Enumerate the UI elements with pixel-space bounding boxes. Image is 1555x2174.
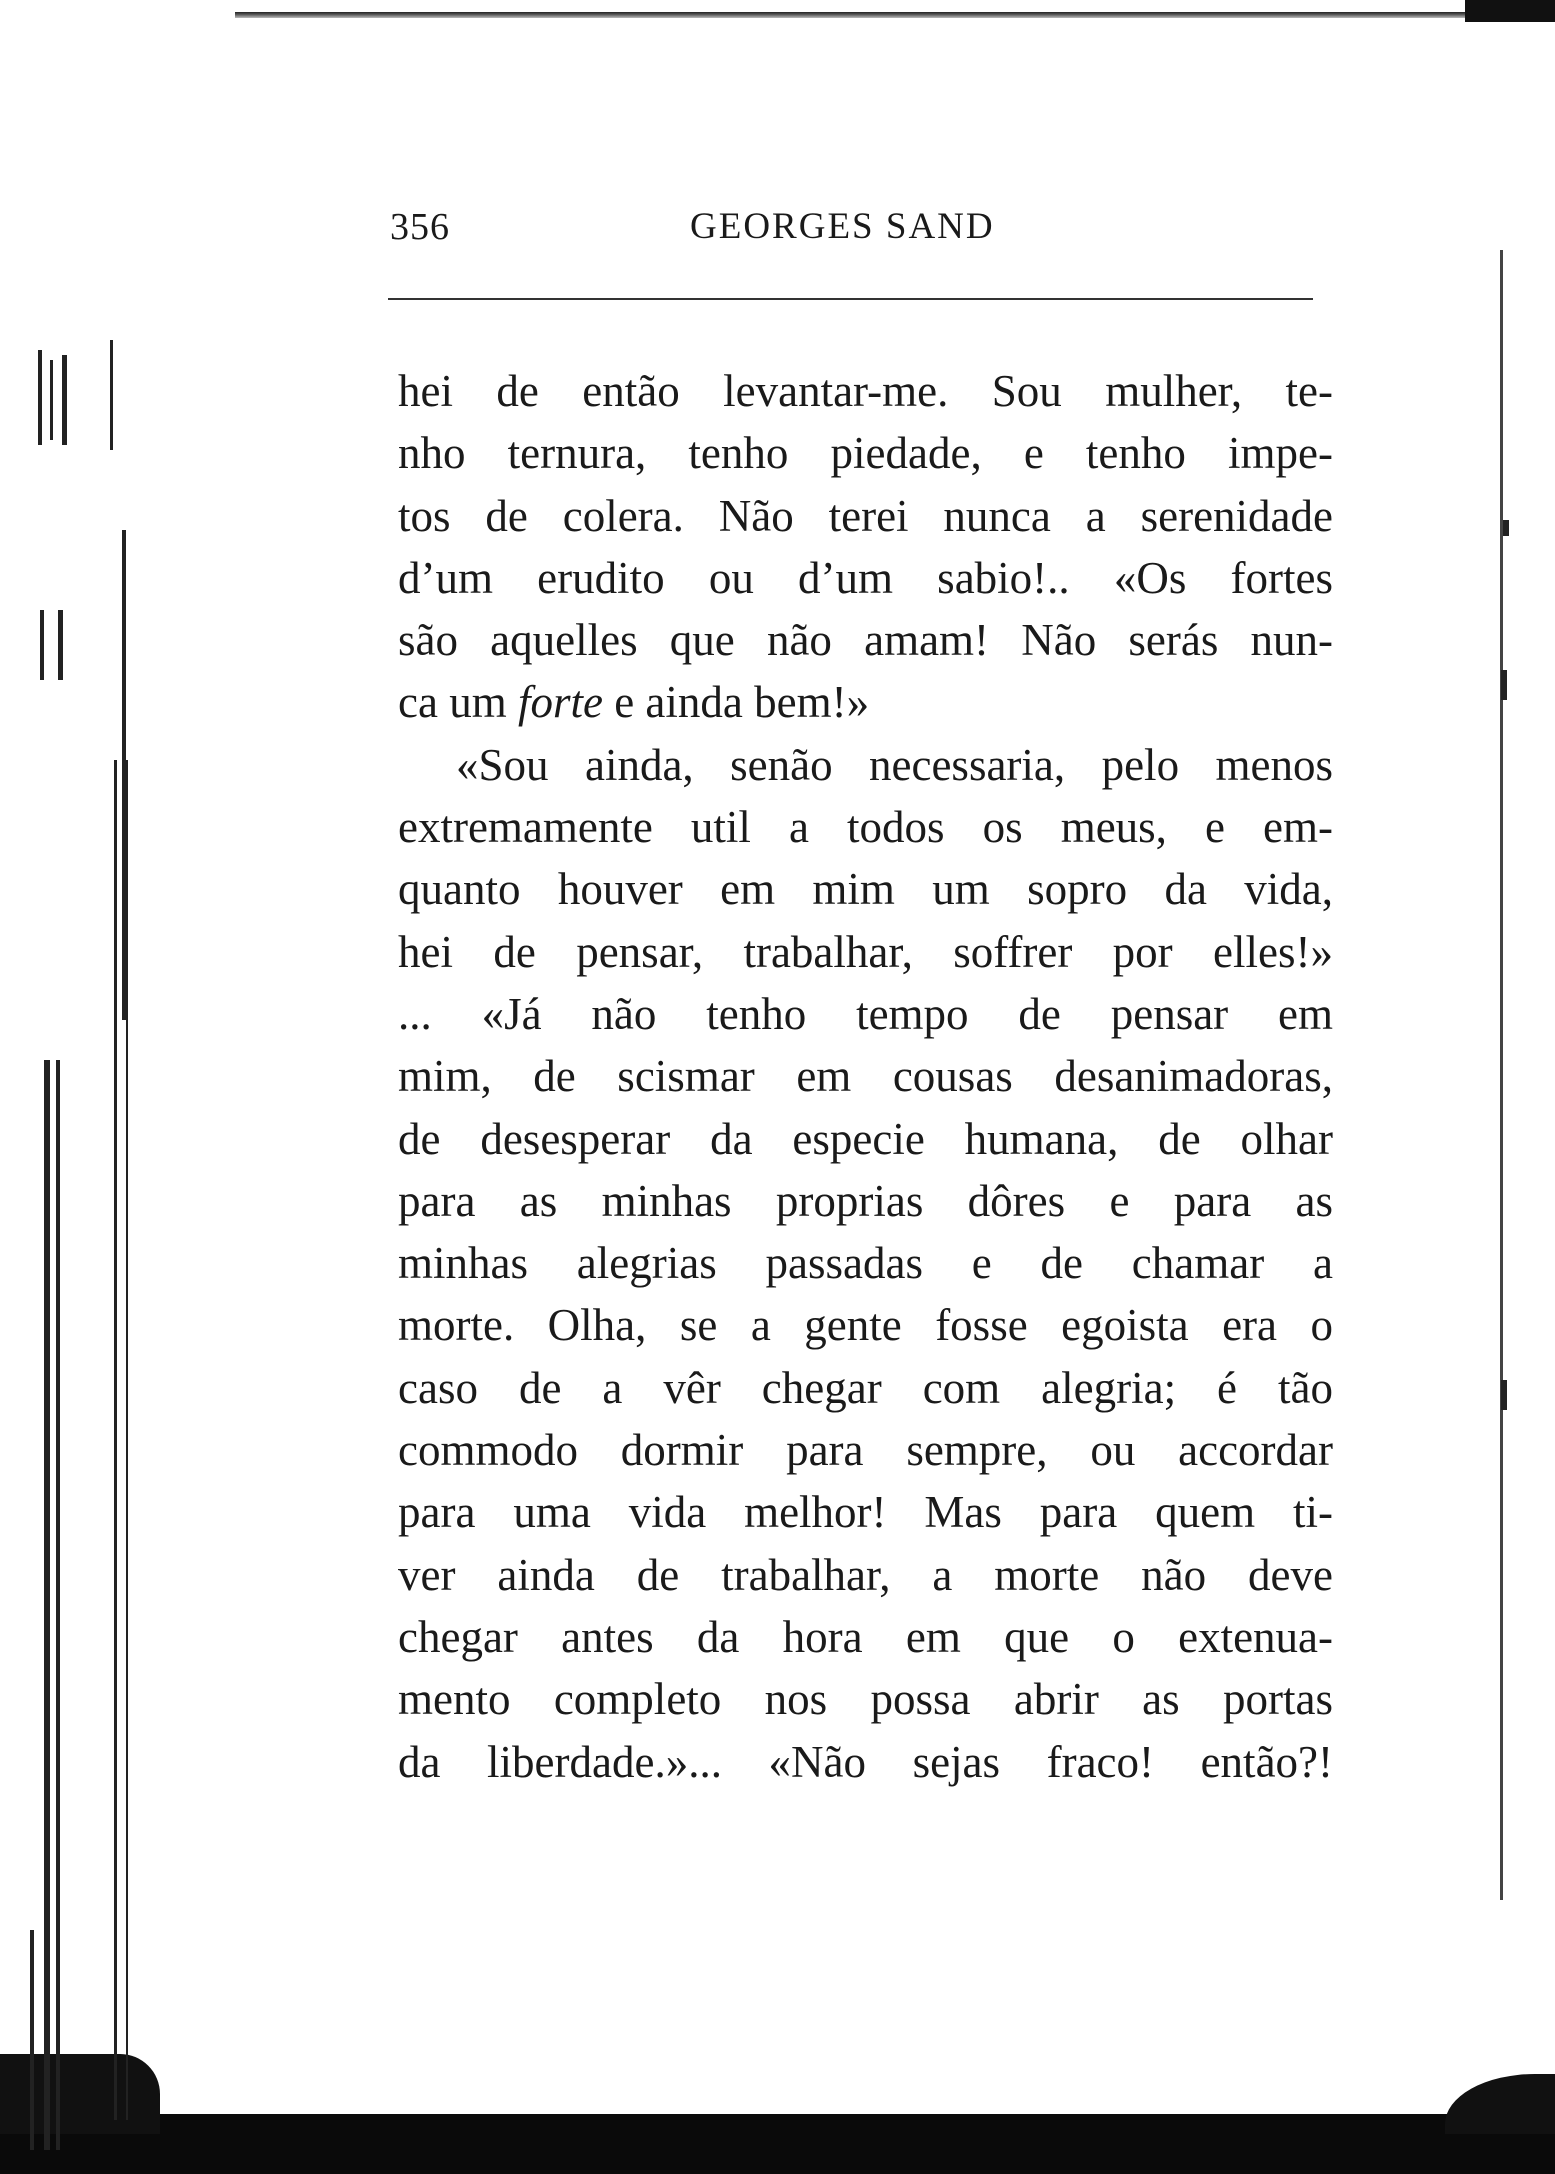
header-rule [388, 298, 1313, 300]
scan-left-page-edges [0, 340, 170, 2120]
text-line: para uma vida melhor! Mas para quem ti- [398, 1487, 1333, 1538]
text-line: da liberdade.»... «Não sejas fraco! então?! [398, 1736, 1333, 1787]
running-head: GEORGES SAND [690, 206, 995, 247]
text-line [398, 671, 1333, 733]
text-line: tos de colera. Não terei nunca a serenidade [398, 490, 1333, 541]
text-line: caso de a vêr chegar com alegria; é tão [398, 1362, 1333, 1413]
scan-right-mark [1501, 1380, 1507, 1410]
italic-word: forte [517, 677, 603, 728]
body-text [398, 360, 1333, 1793]
text-line: d’um erudito ou d’um sabio!.. «Os fortes [398, 552, 1333, 603]
scan-top-edge [235, 12, 1555, 18]
text-segment: ca um [398, 677, 507, 728]
text-line: são aquelles que não amam! Não serás nun- [398, 615, 1333, 666]
text-line: chegar antes da hora em que o extenua- [398, 1611, 1333, 1662]
text-line: ver ainda de trabalhar, a morte não deve [398, 1549, 1333, 1600]
page-number: 356 [390, 206, 450, 248]
scan-bottom-edge [0, 2114, 1555, 2174]
scan-top-corner [1465, 0, 1555, 22]
text-segment: e ainda bem!» [614, 677, 870, 728]
text-line: hei de pensar, trabalhar, soffrer por elles!» [398, 926, 1333, 977]
scan-right-page-edge [1500, 250, 1503, 1900]
text-line: ... «Já não tenho tempo de pensar em [398, 988, 1333, 1039]
scan-bottom-right-curl [1445, 2074, 1555, 2134]
scan-right-mark [1501, 670, 1507, 700]
text-line: mim, de scismar em cousas desanimadoras, [398, 1051, 1333, 1102]
text-line: de desesperar da especie humana, de olhar [398, 1113, 1333, 1164]
text-line: mento completo nos possa abrir as portas [398, 1674, 1333, 1725]
text-line: quanto houver em mim um sopro da vida, [398, 864, 1333, 915]
text-line: nho ternura, tenho piedade, e tenho impe- [398, 428, 1333, 479]
text-line: minhas alegrias passadas e de chamar a [398, 1238, 1333, 1289]
text-line: morte. Olha, se a gente fosse egoista era o [398, 1300, 1333, 1351]
scan-right-mark [1503, 520, 1509, 536]
text-line: para as minhas proprias dôres e para as [398, 1175, 1333, 1226]
text-line: extremamente util a todos os meus, e em- [398, 802, 1333, 853]
text-line: hei de então levantar-me. Sou mulher, te- [398, 366, 1333, 416]
text-line: commodo dormir para sempre, ou accordar [398, 1425, 1333, 1476]
paragraph-start-line: «Sou ainda, senão necessaria, pelo menos [456, 739, 1333, 790]
